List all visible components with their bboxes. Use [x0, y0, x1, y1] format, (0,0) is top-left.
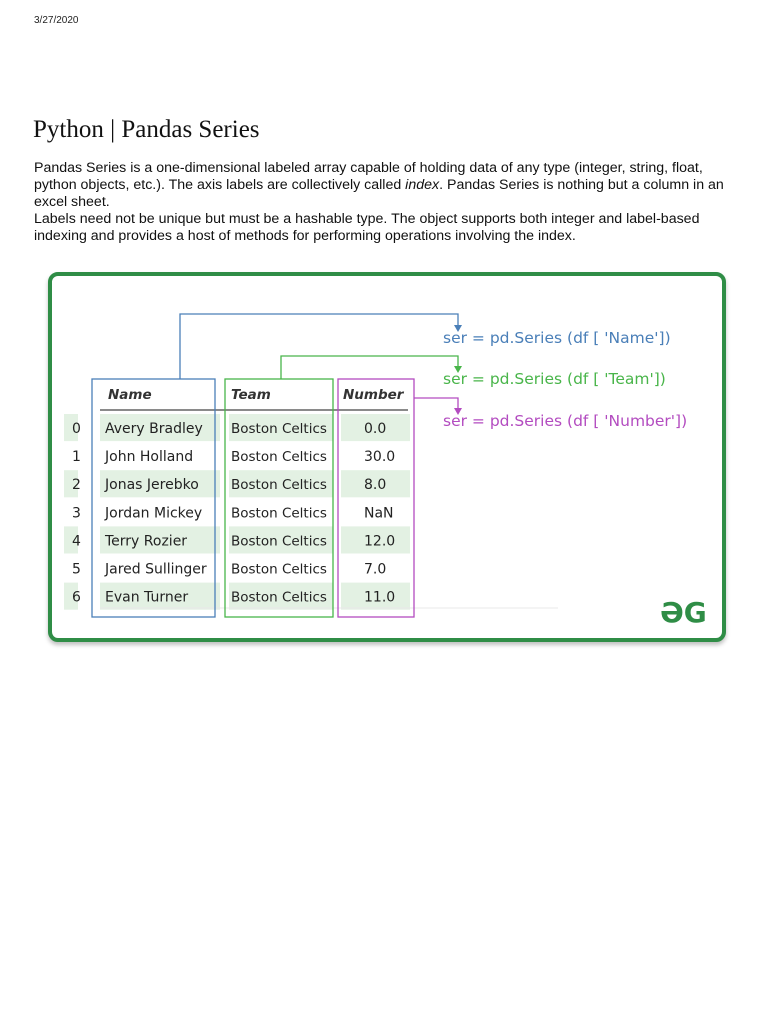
cell-number: 0.0 [364, 421, 387, 437]
cell-number: NaN [364, 505, 394, 522]
figure-svg [48, 272, 726, 642]
cell-name: Terry Rozier [105, 533, 188, 550]
index-label: 4 [72, 533, 81, 550]
cell-team: Boston Celtics [231, 505, 327, 522]
cell-name: Jared Sullinger [105, 561, 207, 578]
paragraph-2: Labels need not be unique but must be a hashable type. The object supports both integer and label-based indexing and provides a host of methods for performing operations involving the index. [34, 211, 700, 244]
pandas-series-figure [48, 272, 726, 642]
cell-team: Boston Celtics [231, 589, 327, 606]
index-term: index [405, 177, 440, 193]
cell-team: Boston Celtics [231, 421, 327, 437]
paragraph-1-start: Pandas Series is a one-dimensional labeled array capable of holding data of any type (integer, string, float, python objects, etc.). The axis labels are collectively called [34, 160, 703, 193]
column-header-name: Name [108, 387, 152, 403]
index-label: 6 [72, 589, 81, 606]
column-header-team: Team [231, 387, 271, 403]
cell-name: Jordan Mickey [105, 505, 203, 522]
article-body [34, 160, 740, 245]
number-arrow [414, 398, 458, 409]
index-label: 1 [72, 449, 81, 466]
paragraph-1 [34, 160, 740, 211]
cell-name: Avery Bradley [105, 421, 203, 437]
cell-number: 12.0 [364, 533, 396, 550]
name-arrow [180, 314, 458, 379]
cell-number: 30.0 [364, 449, 396, 466]
index-label: 0 [72, 421, 81, 437]
index-label: 3 [72, 505, 81, 522]
paragraph-1-end: . Pandas Series is nothing but a column in an excel sheet. [34, 177, 724, 210]
page-date: 3/27/2020 [34, 15, 79, 26]
cell-team: Boston Celtics [231, 561, 327, 578]
team-arrow [281, 356, 458, 379]
cell-name: Jonas Jerebko [105, 477, 199, 494]
code-line-name: ser = pd.Series (df [ 'Name']) [443, 329, 671, 347]
index-label: 5 [72, 561, 81, 578]
cell-name: John Holland [105, 449, 194, 466]
page-title: Python | Pandas Series [33, 116, 260, 143]
cell-number: 7.0 [364, 561, 387, 578]
index-label: 2 [72, 477, 81, 494]
cell-number: 8.0 [364, 477, 387, 494]
code-line-number: ser = pd.Series (df [ 'Number']) [443, 412, 688, 430]
column-header-number: Number [343, 387, 404, 403]
cell-team: Boston Celtics [231, 477, 327, 494]
cell-name: Evan Turner [105, 589, 189, 606]
cell-number: 11.0 [364, 589, 396, 606]
cell-team: Boston Celtics [231, 449, 327, 466]
cell-team: Boston Celtics [231, 533, 327, 550]
gfg-logo: ƏG [660, 596, 707, 629]
code-line-team: ser = pd.Series (df [ 'Team']) [443, 370, 666, 388]
